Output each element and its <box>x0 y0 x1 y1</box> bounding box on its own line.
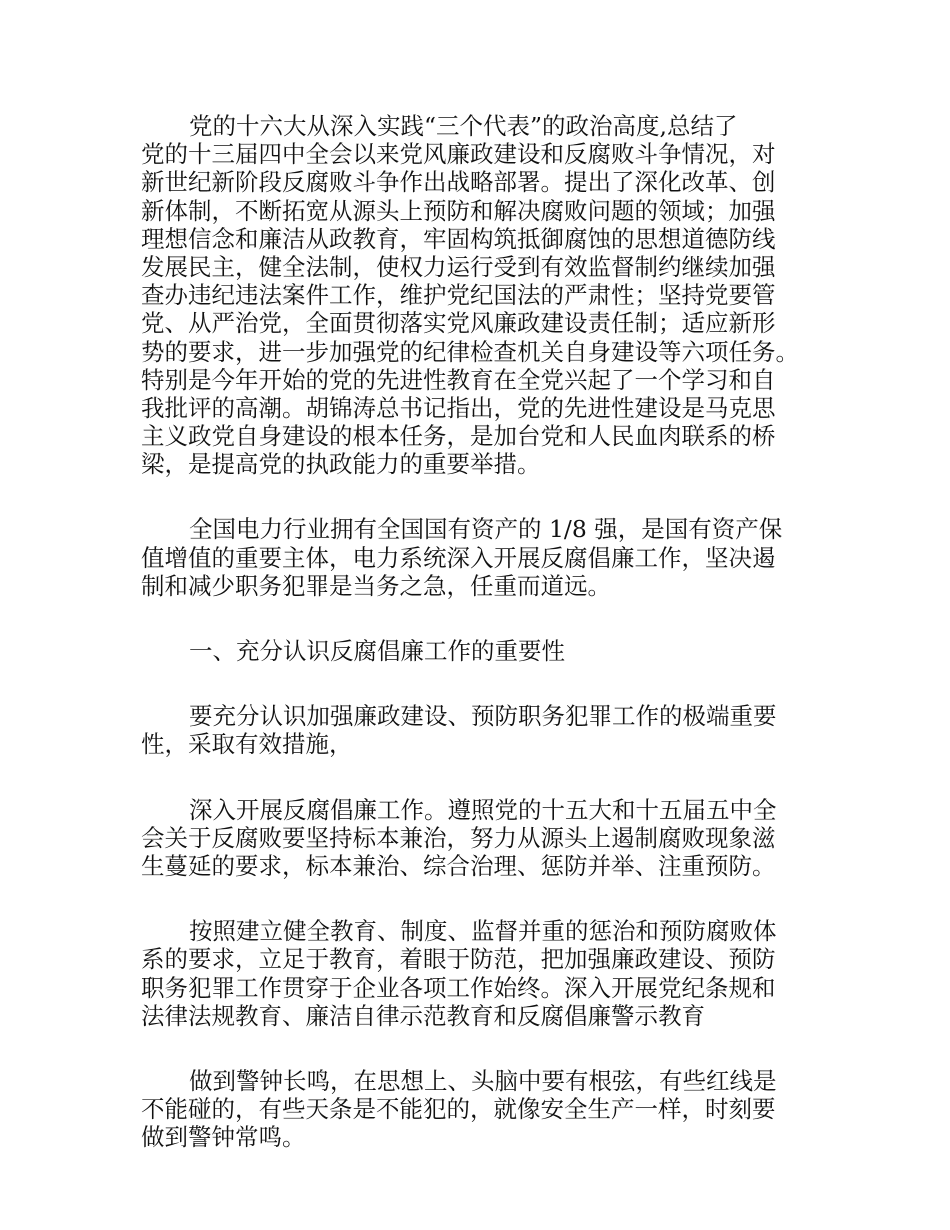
text-line: 我批评的高潮。胡锦涛总书记指出，党的先进性建设是马克思 <box>141 393 776 422</box>
text-line: 按照建立健全教育、制度、监督并重的惩治和预防腐败体 <box>189 917 777 946</box>
text-line: 党的十六大从深入实践“三个代表”的政治高度,总结了 <box>189 112 738 140</box>
text-line: 做到警钟长鸣，在思想上、头脑中要有根弦，有些红线是 <box>189 1066 777 1095</box>
paragraph-gap <box>141 1030 831 1067</box>
paragraph-gap <box>141 600 831 637</box>
paragraph-gap <box>141 759 831 796</box>
paragraph-3 <box>141 702 831 758</box>
text-line: 势的要求，进一步加强党的纪律检查机关自身建设等六项任务。 <box>141 337 799 366</box>
text-line: 特别是今年开始的党的先进性教育在全党兴起了一个学习和自 <box>141 365 776 394</box>
text-line: 主义政党自身建设的根本任务，是加台党和人民血肉联系的桥 <box>141 422 776 451</box>
text-line: 新体制，不断拓宽从源头上预防和解决腐败问题的领域；加强 <box>141 196 776 225</box>
text-line: 党、从严治党，全面贯彻落实党风廉政建设责任制；适应新形 <box>141 309 776 338</box>
section-heading <box>141 637 831 665</box>
text-line: 制和减少职务犯罪是当务之急，任重而道远。 <box>141 571 611 600</box>
paragraph-gap <box>141 665 831 702</box>
text-line: 系的要求，立足于教育，着眼于防范，把加强廉政建设、预防 <box>141 945 776 974</box>
text-line: 发展民主，健全法制，使权力运行受到有效监督制约继续加强 <box>141 252 776 281</box>
paragraph-gap <box>141 880 831 917</box>
paragraph-gap <box>141 478 831 515</box>
text-line: 生蔓延的要求，标本兼治、综合治理、惩防并举、注重预防。 <box>141 851 776 880</box>
text-line: 不能碰的，有些天条是不能犯的，就像安全生产一样，时刻要 <box>141 1095 776 1124</box>
text-line: 职务犯罪工作贯穿于企业各项工作始终。深入开展党纪条规和 <box>141 973 776 1002</box>
text-line: 会关于反腐败要坚持标本兼治，努力从源头上遏制腐败现象滋 <box>141 823 776 852</box>
paragraph-2 <box>141 515 831 600</box>
text-line: 新世纪新阶段反腐败斗争作出战略部署。提出了深化改革、创 <box>141 168 776 197</box>
text-line: 查办违纪违法案件工作，维护党纪国法的严肃性；坚持党要管 <box>141 281 776 310</box>
heading-line: 一、充分认识反腐倡廉工作的重要性 <box>189 637 565 665</box>
text-line: 深入开展反腐倡廉工作。遵照党的十五大和十五届五中全 <box>189 795 777 824</box>
text-line: 性，采取有效措施， <box>141 730 353 759</box>
paragraph-6 <box>141 1067 831 1152</box>
text-line: 值增值的重要主体，电力系统深入开展反腐倡廉工作，坚决遏 <box>141 543 776 572</box>
paragraph-5 <box>141 917 831 1030</box>
paragraph-4 <box>141 796 831 881</box>
text-line: 理想信念和廉洁从政教育，牢固构筑抵御腐蚀的思想道德防线 <box>141 224 776 253</box>
text-line: 做到警钟常鸣。 <box>141 1123 306 1152</box>
text-line: 党的十三届四中全会以来党风廉政建设和反腐败斗争情况，对 <box>141 140 776 169</box>
text-line: 法律法规教育、廉洁自律示范教育和反腐倡廉警示教育 <box>141 1001 705 1030</box>
text-line: 要充分认识加强廉政建设、预防职务犯罪工作的极端重要 <box>189 702 777 731</box>
text-line: 梁，是提高党的执政能力的重要举措。 <box>141 450 541 479</box>
text-line: 全国电力行业拥有全国国有资产的 1/8 强，是国有资产保 <box>189 515 783 544</box>
document-page <box>141 112 831 1151</box>
paragraph-1 <box>141 112 831 478</box>
